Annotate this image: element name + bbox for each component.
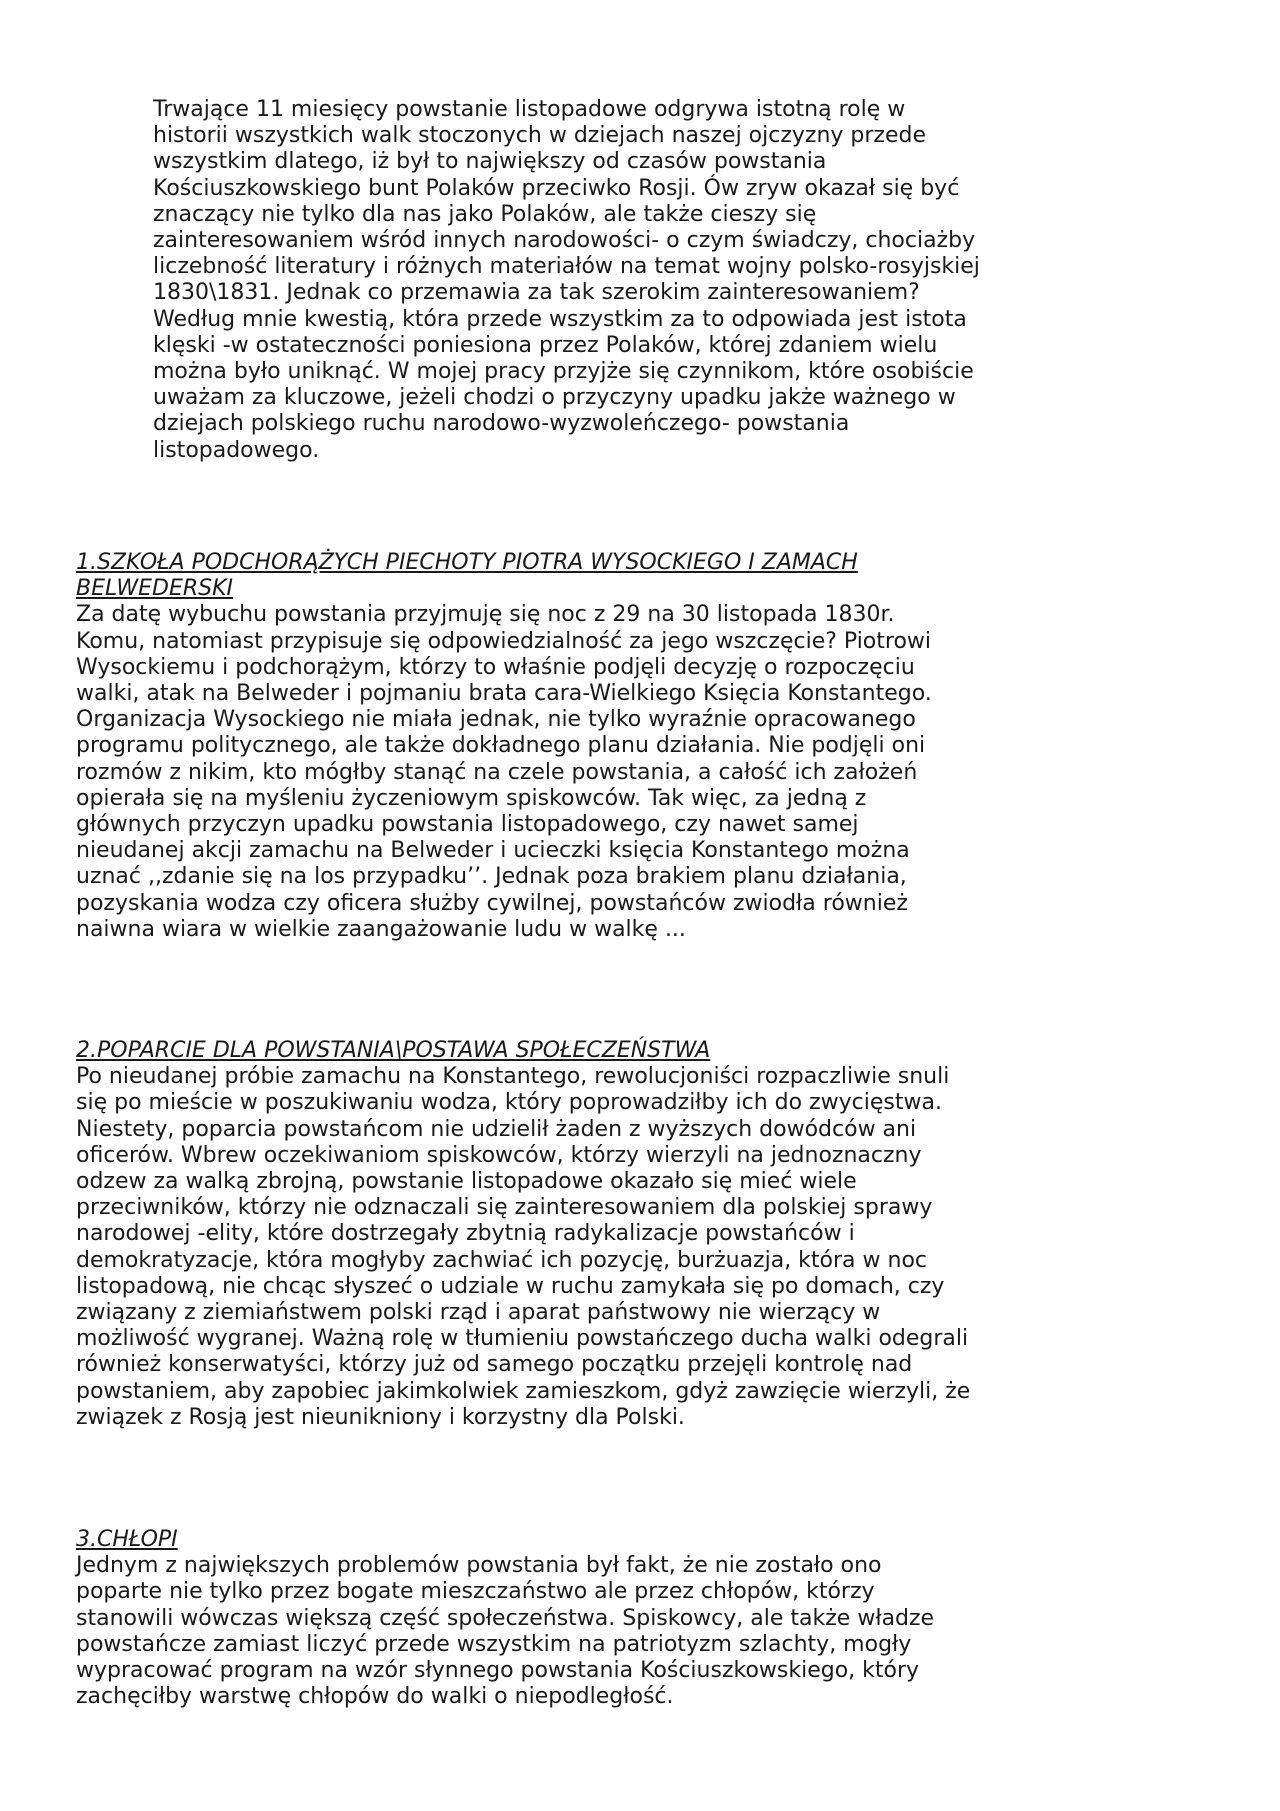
intro-paragraph — [153, 97, 1133, 464]
heading-line: 3.CHŁOPI — [76, 1527, 178, 1552]
intro-line: liczebność literatury i różnych materiałów na temat wojny polsko-rosyjskiej — [153, 254, 980, 280]
section-2 — [76, 1038, 1216, 1431]
body-line: Po nieudanej próbie zamachu na Konstantego, rewolucjoniści rozpaczliwie snuli — [76, 1064, 950, 1090]
body-line: oficerów. Wbrew oczekiwaniom spiskowców, którzy wierzyli na jednoznaczny — [76, 1142, 922, 1168]
heading-line: BELWEDERSKI — [76, 576, 234, 602]
body-line: głównych przyczyn upadku powstania listopadowego, czy nawet samej — [76, 812, 859, 838]
body-line: pozyskania wodza czy oficera służby cywilnej, powstańców zwiodła również — [76, 890, 908, 916]
intro-line: 1830\1831. Jednak co przemawia za tak szerokim zainteresowaniem? — [153, 280, 920, 306]
body-line: nieudanej akcji zamachu na Belweder i ucieczki księcia Konstantego można — [76, 838, 910, 864]
body-line: programu politycznego, ale także dokładnego planu działania. Nie podjęli oni — [76, 733, 926, 759]
body-line: powstaniem, aby zapobiec jakimkolwiek zamieszkom, gdyż zawzięcie wierzyli, że — [76, 1378, 971, 1404]
body-line: walki, atak na Belweder i pojmaniu brata cara-Wielkiego Księcia Konstantego. — [76, 681, 932, 707]
section-2-heading — [76, 1038, 1216, 1064]
body-line: się po mieście w poszukiwaniu wodza, który poprowadziłby ich do zwycięstwa. — [76, 1090, 942, 1116]
section-2-body — [76, 1064, 1216, 1431]
section-1-heading — [76, 550, 1216, 602]
body-line: Jednym z największych problemów powstania był fakt, że nie zostało ono — [76, 1553, 882, 1579]
intro-line: listopadowego. — [153, 437, 320, 463]
intro-line: dziejach polskiego ruchu narodowo-wyzwoleńczego- powstania — [153, 411, 850, 437]
body-line: Wysockiemu i podchorążym, którzy to właśnie podjęli decyzję o rozpoczęciu — [76, 654, 915, 680]
body-line: Niestety, poparcia powstańcom nie udzielił żaden z wyższych dowódców ani — [76, 1116, 917, 1142]
body-line: wypracować program na wzór słynnego powstania Kościuszkowskiego, który — [76, 1658, 920, 1684]
body-line: możliwość wygranej. Ważną rolę w tłumieniu powstańczego ducha walki odegrali — [76, 1326, 969, 1352]
body-line: uznać ,,zdanie się na los przypadku’’. Jednak poza brakiem planu działania, — [76, 864, 907, 890]
body-line: demokratyzacje, która mogłyby zachwiać ich pozycję, burżuazja, która w noc — [76, 1247, 928, 1273]
body-line: narodowej -elity, które dostrzegały zbytnią radykalizacje powstańców i — [76, 1221, 855, 1247]
body-line: poparte nie tylko przez bogate mieszczaństwo ale przez chłopów, którzy — [76, 1579, 875, 1605]
body-line: listopadową, nie chcąc słyszeć o udziale w ruchu zamykała się po domach, czy — [76, 1273, 945, 1299]
body-line: Za datę wybuchu powstania przyjmuję się noc z 29 na 30 listopada 1830r. — [76, 602, 895, 628]
body-line: Organizacja Wysockiego nie miała jednak, nie tylko wyraźnie opracowanego — [76, 707, 916, 733]
intro-line: Trwające 11 miesięcy powstanie listopadowe odgrywa istotną rolę w — [153, 97, 906, 122]
intro-line: można było uniknąć. W mojej pracy przyjże się czynnikom, które osobiście — [153, 359, 974, 385]
body-line: opierała się na myśleniu życzeniowym spiskowców. Tak więc, za jedną z — [76, 785, 867, 811]
body-line: przeciwników, którzy nie odznaczali się zainteresowaniem dla polskiej sprawy — [76, 1195, 933, 1221]
body-line: powstańcze zamiast liczyć przede wszystkim na patriotyzm szlachty, mogły — [76, 1631, 912, 1657]
body-line: rozmów z nikim, kto mógłby stanąć na czele powstania, a całość ich założeń — [76, 759, 918, 785]
section-1-body — [76, 602, 1216, 943]
body-line: naiwna wiara w wielkie zaangażowanie ludu w walkę ... — [76, 916, 686, 942]
section-3-heading — [76, 1527, 1216, 1553]
body-line: stanowili wówczas większą część społeczeństwa. Spiskowcy, ale także władze — [76, 1605, 935, 1631]
intro-line: Według mnie kwestią, która przede wszystkim za to odpowiada jest istota — [153, 306, 967, 332]
intro-line: uważam za kluczowe, jeżeli chodzi o przyczyny upadku jakże ważnego w — [153, 385, 956, 411]
heading-line: 1.SZKOŁA PODCHORĄŻYCH PIECHOTY PIOTRA WYSOCKIEGO I ZAMACH — [76, 550, 858, 575]
heading-line: 2.POPARCIE DLA POWSTANIA\POSTAWA SPOŁECZEŃSTWA — [76, 1038, 711, 1063]
section-1 — [76, 550, 1216, 943]
intro-line: wszystkim dlatego, iż był to największy od czasów powstania — [153, 149, 827, 175]
body-line: również konserwatyści, którzy już od samego początku przejęli kontrolę nad — [76, 1352, 913, 1378]
section-3 — [76, 1527, 1216, 1710]
body-line: związek z Rosją jest nieunikniony i korzystny dla Polski. — [76, 1404, 685, 1430]
intro-line: znaczący nie tylko dla nas jako Polaków, ale także cieszy się — [153, 201, 817, 227]
body-line: Komu, natomiast przypisuje się odpowiedzialność za jego wszczęcie? Piotrowi — [76, 628, 932, 654]
body-line: zachęciłby warstwę chłopów do walki o niepodległość. — [76, 1684, 674, 1710]
intro-line: Kościuszkowskiego bunt Polaków przeciwko Rosji. Ów zryw okazał się być — [153, 175, 960, 201]
body-line: związany z ziemiaństwem polski rząd i aparat państwowy nie wierzący w — [76, 1300, 881, 1326]
intro-line: klęski -w ostateczności poniesiona przez Polaków, której zdaniem wielu — [153, 332, 938, 358]
intro-line: zainteresowaniem wśród innych narodowości- o czym świadczy, chociażby — [153, 228, 976, 254]
body-line: odzew za walką zbrojną, powstanie listopadowe okazało się mieć wiele — [76, 1169, 857, 1195]
intro-line: historii wszystkich walk stoczonych w dziejach naszej ojczyzny przede — [153, 123, 927, 149]
section-3-body — [76, 1553, 1216, 1710]
